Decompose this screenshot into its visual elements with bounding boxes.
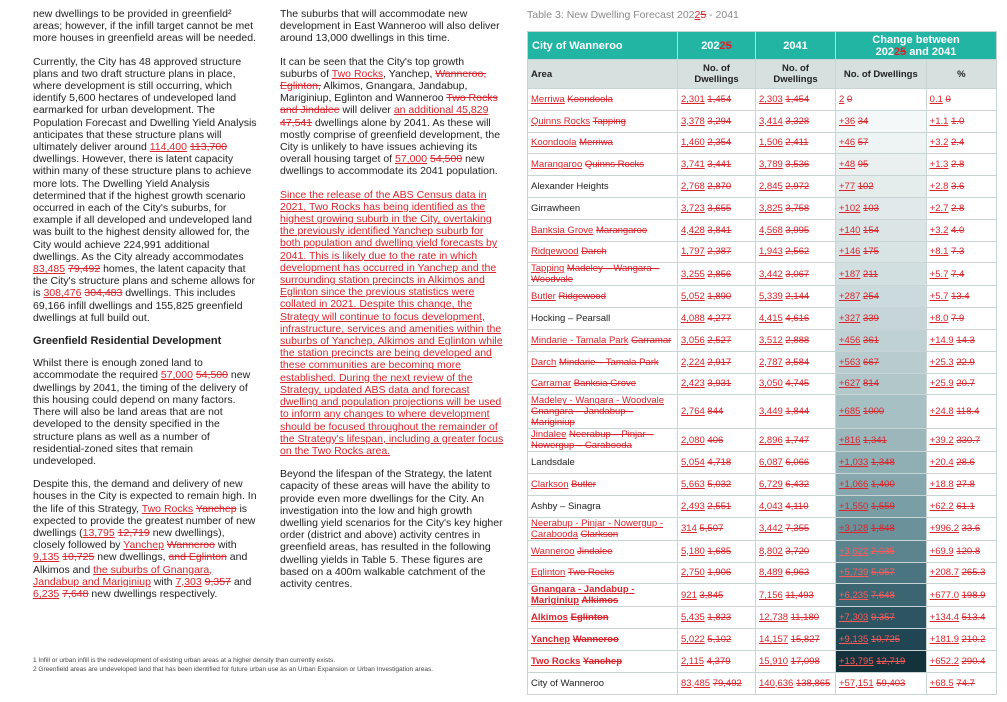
cell-percent: +5.7 13.4: [926, 286, 996, 308]
cell-dwellings-end: 3,442 3,067: [756, 263, 836, 286]
cell-area: Clarkson Butler: [528, 474, 678, 496]
cell-area: Quinns Rocks Tapping: [528, 110, 678, 132]
cell-area: Tapping Madeley – Wangara – Woodvale: [528, 263, 678, 286]
footnotes: [33, 656, 513, 674]
cell-percent: +25.3 22.9: [926, 351, 996, 373]
cell-area: Ashby – Sinagra: [528, 495, 678, 517]
cell-dwellings-end: 3,512 2,888: [756, 329, 836, 351]
paragraph: It can be seen that the City's top growth suburbs of Two Rocks, Yanchep, Wanneroo, Eglinton, Alkimos, Gnangara, Jandabup, Mariginiup, Eglinton and Wanneroo Two Rocks and Jindalee will deliver an additional 45,829 47,541 dwellings alone by 2041. As these will mostly comprise of greenfield development, the City is unlikely to have issues achieving its overall housing target of 57,000 54,500 new dwellings to accommodate its 2041 population.: [280, 55, 501, 178]
cell-area: Mindarie - Tamala Park Carramar: [528, 329, 678, 351]
cell-dwellings-start: 1,797 2,387: [678, 241, 756, 263]
inserted-paragraph: Since the release of the ABS Census data in 2021, Two Rocks has being identified as the highest growing suburb in the City, overtaking the previously identified Yanchep suburb for both population and dwelling yield forecasts by 2041. This is likely due to the rate in which development has occurred in Yanchep and the surrounding station precincts in Alkimos and Eglinton since the previous statistics were collated in 2021. Despite this change, the Strategy will continue to focus development, infrastructure, services and amenities within the suburbs of Yanchep, Alkimos and Eglinton while the station precincts are being developed and these communities are becoming more established. During the next review of the Strategy, updated ABS data and forecast dwelling and population projections will be used to inform any changes to where development should be focused throughout the remainder of the Strategy's lifespan, including a greater focus on the Two Rocks area.: [280, 188, 504, 457]
header-dwellings: No. of Dwellings: [678, 60, 756, 89]
cell-percent: +134.4 513.4: [926, 607, 996, 629]
cell-dwellings-end: 5,339 2,144: [756, 286, 836, 308]
cell-percent: +208.7 265.3: [926, 562, 996, 584]
cell-change: +7,303 9,357: [836, 607, 927, 629]
cell-area: Darch Mindarie – Tamala Park: [528, 351, 678, 373]
footnote: 2 Greenfield areas are undeveloped land that has been identified for future urban use as an Urban Expansion or Urban Investigation areas.: [33, 666, 434, 673]
cell-percent: +8.0 7.9: [926, 308, 996, 330]
cell-dwellings-start: 2,768 2,870: [678, 176, 756, 198]
cell-percent: +39.2 330.7: [926, 429, 996, 452]
table-row: [528, 672, 997, 694]
cell-dwellings-end: 2,303 1,454: [756, 89, 836, 111]
cell-area: Girrawheen: [528, 197, 678, 219]
cell-percent: +181.9 210.2: [926, 629, 996, 651]
cell-change: +140 154: [836, 219, 927, 241]
table-row: [528, 176, 997, 198]
cell-dwellings-end: 2,896 1,747: [756, 429, 836, 452]
cell-percent: +3.2 2.4: [926, 132, 996, 154]
cell-change: +6,235 7,648: [836, 584, 927, 607]
table-row: [528, 89, 997, 111]
cell-dwellings-end: 12,738 11,180: [756, 607, 836, 629]
table-row: [528, 429, 997, 452]
cell-dwellings-start: 5,435 1,823: [678, 607, 756, 629]
cell-change: +685 1000: [836, 395, 927, 429]
cell-change: +1,550 1,559: [836, 495, 927, 517]
cell-dwellings-start: 1,460 2,354: [678, 132, 756, 154]
cell-dwellings-end: 3,414 3,328: [756, 110, 836, 132]
cell-dwellings-start: 2,423 3,931: [678, 373, 756, 395]
table-row: [528, 373, 997, 395]
table-row: [528, 219, 997, 241]
footnote: 1 Infill or urban infill is the redevelopment of existing urban areas at a higher density than currently exists.: [33, 657, 336, 664]
cell-dwellings-end: 6,087 6,066: [756, 452, 836, 474]
cell-change: +563 667: [836, 351, 927, 373]
cell-area: Alexander Heights: [528, 176, 678, 198]
cell-area: City of Wanneroo: [528, 672, 678, 694]
cell-dwellings-end: 4,415 4,616: [756, 308, 836, 330]
paragraph: new dwellings to be provided in greenfield² areas; however, if the infill target cannot be met more houses in greenfield areas will be needed.: [33, 8, 256, 45]
table-row: [528, 110, 997, 132]
cell-area: Merriwa Koondoola: [528, 89, 678, 111]
table-row: [528, 286, 997, 308]
cell-percent: +1.1 1.0: [926, 110, 996, 132]
table-row: [528, 308, 997, 330]
cell-percent: +14.9 14.3: [926, 329, 996, 351]
cell-change: +327 339: [836, 308, 927, 330]
cell-dwellings-end: 2,787 3,584: [756, 351, 836, 373]
cell-change: +456 361: [836, 329, 927, 351]
cell-area: Koondoola Merriwa: [528, 132, 678, 154]
cell-change: +57,151 59,403: [836, 672, 927, 694]
cell-percent: +68.5 74.7: [926, 672, 996, 694]
header-dwellings: No. of Dwellings: [836, 60, 927, 89]
cell-change: +102 103: [836, 197, 927, 219]
cell-change: +627 814: [836, 373, 927, 395]
cell-change: +48 95: [836, 154, 927, 176]
cell-dwellings-end: 140,636 138,865: [756, 672, 836, 694]
cell-dwellings-end: 1,506 2,411: [756, 132, 836, 154]
cell-change: 2 0: [836, 89, 927, 111]
cell-dwellings-end: 6,729 6,432: [756, 474, 836, 496]
header-percent: %: [926, 60, 996, 89]
cell-percent: +25.9 20.7: [926, 373, 996, 395]
cell-dwellings-end: 8,489 6,963: [756, 562, 836, 584]
cell-change: +77 102: [836, 176, 927, 198]
dwelling-forecast-table: [527, 31, 997, 695]
cell-dwellings-start: 3,723 3,655: [678, 197, 756, 219]
table-row: [528, 629, 997, 651]
cell-change: +36 34: [836, 110, 927, 132]
cell-percent: +24.8 118.4: [926, 395, 996, 429]
cell-area: Ridgewood Darch: [528, 241, 678, 263]
cell-change: +146 175: [836, 241, 927, 263]
cell-dwellings-start: 2,080 406: [678, 429, 756, 452]
cell-area: Gnangara - Jandabup - Mariginiup Alkimos: [528, 584, 678, 607]
table-row: [528, 562, 997, 584]
table-row: [528, 154, 997, 176]
cell-change: +1,033 1,348: [836, 452, 927, 474]
header-year-start: 20225: [678, 32, 756, 60]
cell-area: Banksia Grove Marangaroo: [528, 219, 678, 241]
cell-change: +1,066 1,400: [836, 474, 927, 496]
cell-change: +816 1,341: [836, 429, 927, 452]
table-row: [528, 197, 997, 219]
cell-change: +287 254: [836, 286, 927, 308]
cell-change: +13,795 12,719: [836, 650, 927, 672]
cell-dwellings-start: 3,255 2,856: [678, 263, 756, 286]
cell-percent: +1.3 2.8: [926, 154, 996, 176]
cell-area: Butler Ridgewood: [528, 286, 678, 308]
paragraph: The suburbs that will accommodate new development in East Wanneroo will also deliver around 13,000 dwellings in this time.: [280, 8, 500, 45]
table-row: [528, 395, 997, 429]
cell-dwellings-start: 2,224 2,917: [678, 351, 756, 373]
cell-dwellings-start: 3,378 3,294: [678, 110, 756, 132]
cell-area: Carramar Banksia Grove: [528, 373, 678, 395]
paragraph: Beyond the lifespan of the Strategy, the latent capacity of these areas will have the ability to provide even more dwellings for the City. An investigation into the low and high growth dwelling yield scenarios for the City's key higher order (district and above) activity centres in greenfield areas, has resulted in the following dwelling yields in Table 5. These figures are based on a 400m walkable catchment of the activity centres.: [280, 468, 503, 590]
header-dwellings: No. of Dwellings: [756, 60, 836, 89]
cell-dwellings-start: 5,054 4,718: [678, 452, 756, 474]
cell-dwellings-start: 3,741 3,441: [678, 154, 756, 176]
cell-change: +9,135 10,725: [836, 629, 927, 651]
table-row: [528, 495, 997, 517]
cell-percent: +69.9 120.8: [926, 540, 996, 562]
cell-dwellings-end: 7,156 11,493: [756, 584, 836, 607]
cell-percent: +8.1 7.3: [926, 241, 996, 263]
left-text-column: [33, 8, 258, 611]
table-row: [528, 517, 997, 540]
cell-dwellings-start: 5,180 1,685: [678, 540, 756, 562]
cell-dwellings-end: 14,157 15,827: [756, 629, 836, 651]
cell-dwellings-end: 1,943 2,562: [756, 241, 836, 263]
cell-dwellings-start: 2,115 4,379: [678, 650, 756, 672]
cell-dwellings-start: 5,663 5,032: [678, 474, 756, 496]
cell-percent: +677.0 198.9: [926, 584, 996, 607]
table-caption: Table 3: New Dwelling Forecast 20225 - 2041: [527, 9, 739, 21]
cell-dwellings-end: 8,802 3,720: [756, 540, 836, 562]
cell-dwellings-end: 4,568 3,995: [756, 219, 836, 241]
cell-area: Yanchep Wanneroo: [528, 629, 678, 651]
cell-area: Two Rocks Yanchep: [528, 650, 678, 672]
cell-dwellings-end: 3,050 4,745: [756, 373, 836, 395]
cell-area: Jindalee Neerabup – Pinjar – Nowergup – Carabooda: [528, 429, 678, 452]
cell-area: Marangaroo Quinns Rocks: [528, 154, 678, 176]
paragraph: Currently, the City has 48 approved structure plans and two draft structure plans in place, where development is still occurring, which identify 5,600 hectares of undeveloped land earmarked for urban development. The Population Forecast and Dwelling Yield Analysis anticipates that these structure plans will ultimately deliver around 114,400 113,700 dwellings. However, there is latent capacity within many of these structure plans to achieve more lots. The Dwelling Yield Analysis determined that if the highest growth scenario occurred in each of the City's suburbs, for example if all developed and undeveloped land was built to the highest density allowed for, the City would achieve 224,991 additional dwellings. As the City already accommodates 83,485 79,492 homes, the latent capacity that the City's structure plans and scheme allows for is 308,476 304,483 dwellings. This includes 69,166 infill dwellings and 155,825 greenfield dwellings at full build out.: [33, 55, 257, 324]
cell-dwellings-start: 83,485 79,492: [678, 672, 756, 694]
cell-percent: +996.2 33.6: [926, 517, 996, 540]
cell-percent: +20.4 28.6: [926, 452, 996, 474]
cell-dwellings-start: 5,022 5,102: [678, 629, 756, 651]
table-row: [528, 329, 997, 351]
cell-percent: +62.2 61.1: [926, 495, 996, 517]
table-row: [528, 351, 997, 373]
cell-percent: +5.7 7.4: [926, 263, 996, 286]
header-city: City of Wanneroo: [528, 32, 678, 60]
cell-change: +46 57: [836, 132, 927, 154]
cell-change: +5,739 5,057: [836, 562, 927, 584]
cell-change: +3,128 1,848: [836, 517, 927, 540]
cell-change: +187 211: [836, 263, 927, 286]
table-row: [528, 132, 997, 154]
cell-area: Madeley - Wangara - Woodvale Gnangara – Jandabup – Mariginiup: [528, 395, 678, 429]
header-year-end: 2041: [756, 32, 836, 60]
section-heading: Greenfield Residential Development: [33, 335, 222, 348]
cell-percent: +2.7 2.8: [926, 197, 996, 219]
cell-dwellings-start: 3,056 2,527: [678, 329, 756, 351]
table-row: [528, 650, 997, 672]
cell-change: +3,622 2,035: [836, 540, 927, 562]
table-row: [528, 540, 997, 562]
table-row: [528, 607, 997, 629]
cell-dwellings-start: 2,750 1,906: [678, 562, 756, 584]
cell-area: Eglinton Two Rocks: [528, 562, 678, 584]
cell-area: Neerabup - Pinjar - Nowergup - Carabooda Clarkson: [528, 517, 678, 540]
cell-dwellings-end: 3,442 7,355: [756, 517, 836, 540]
table-row: [528, 452, 997, 474]
middle-text-column: [280, 8, 504, 601]
cell-dwellings-start: 5,052 1,890: [678, 286, 756, 308]
cell-area: Wanneroo Jindalee: [528, 540, 678, 562]
cell-dwellings-start: 314 5,507: [678, 517, 756, 540]
cell-dwellings-end: 2,845 2,972: [756, 176, 836, 198]
table-row: [528, 263, 997, 286]
cell-dwellings-end: 15,910 17,098: [756, 650, 836, 672]
cell-percent: 0.1 0: [926, 89, 996, 111]
table-row: [528, 241, 997, 263]
cell-area: Hocking – Pearsall: [528, 308, 678, 330]
cell-dwellings-start: 2,764 844: [678, 395, 756, 429]
table-row: [528, 584, 997, 607]
cell-percent: +18.8 27.8: [926, 474, 996, 496]
paragraph: Whilst there is enough zoned land to accommodate the required 57,000 54,500 new dwellings by 2041, the timing of the delivery of this housing could depend on many factors. There will also be land areas that are not developed to the density specified in the structure plans as well as a number of residential-zoned sites that remain undeveloped.: [33, 357, 251, 467]
header-change: Change between 20225 and 2041: [836, 32, 997, 60]
cell-percent: +2.8 3.6: [926, 176, 996, 198]
cell-area: Landsdale: [528, 452, 678, 474]
cell-percent: +652.2 290.4: [926, 650, 996, 672]
cell-area: Alkimos Eglinton: [528, 607, 678, 629]
cell-dwellings-start: 4,088 4,277: [678, 308, 756, 330]
cell-dwellings-end: 4,043 4,110: [756, 495, 836, 517]
cell-dwellings-start: 921 3,845: [678, 584, 756, 607]
paragraph: Despite this, the demand and delivery of new houses in the City is expected to remain high. In the life of this Strategy, Two Rocks Yanchep is expected to provide the greatest number of new dwellings (13,795 12,719 new dwellings), closely followed by Yanchep Wanneroo with 9,135 10,725 new dwellings, and Eglinton and Alkimos and the suburbs of Gnangara, Jandabup and Mariginiup with 7,303 9,357 and 6,235 7,648 new dwellings respectively.: [33, 478, 257, 600]
cell-dwellings-end: 3,449 1,844: [756, 395, 836, 429]
cell-percent: +3.2 4.0: [926, 219, 996, 241]
header-area: Area: [528, 60, 678, 89]
cell-dwellings-start: 4,428 3,841: [678, 219, 756, 241]
table-row: [528, 474, 997, 496]
cell-dwellings-end: 3,789 3,536: [756, 154, 836, 176]
cell-dwellings-end: 3,825 3,758: [756, 197, 836, 219]
cell-dwellings-start: 2,493 2,551: [678, 495, 756, 517]
cell-dwellings-start: 2,301 1,454: [678, 89, 756, 111]
